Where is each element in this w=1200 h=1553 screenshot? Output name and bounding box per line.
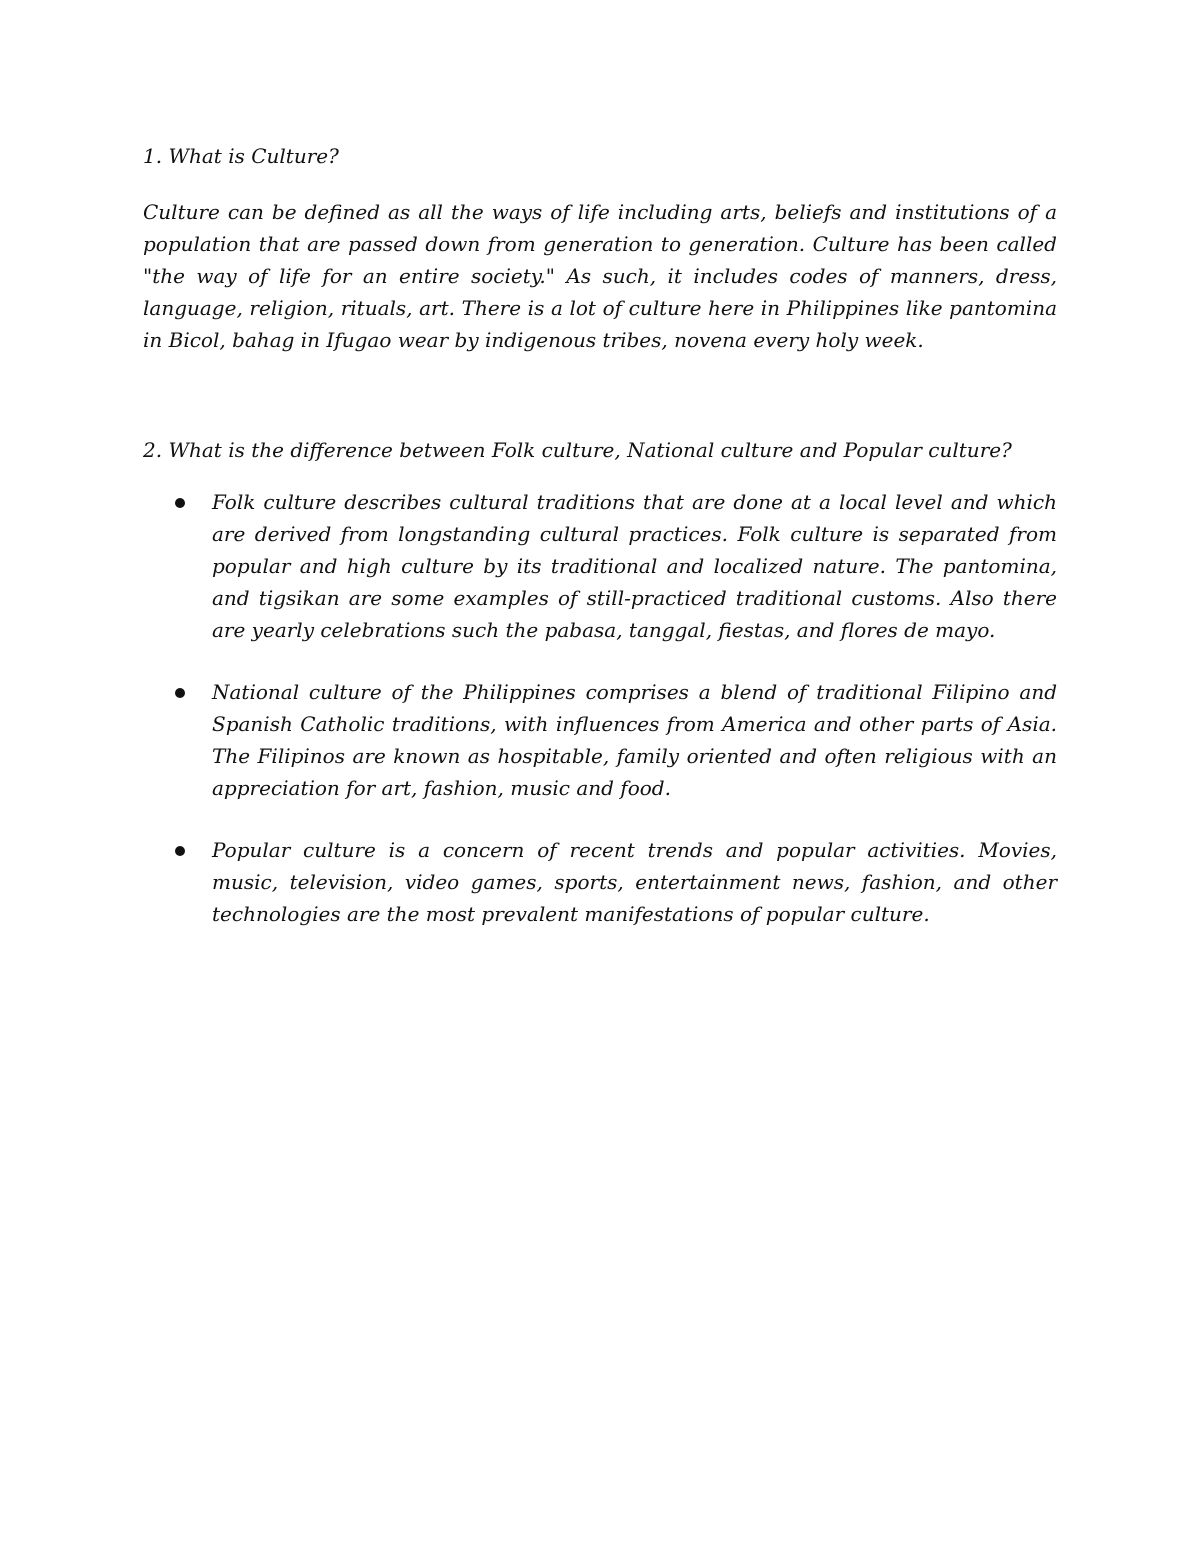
question-2-heading: 2. What is the difference between Folk culture, National culture and Popular culture?: [143, 438, 1012, 462]
list-item-popular-culture: [143, 834, 1057, 930]
document-body: [143, 140, 1057, 960]
culture-types-list: [143, 486, 1057, 930]
list-item-folk-culture: [143, 486, 1057, 646]
list-item-text: National culture of the Philippines comprises a blend of traditional Filipino and Spanish Catholic traditions, with influences from America and other parts of Asia. The Filipinos are known as hospitable, family oriented and often religious with an appreciation for art, fashion, music and food.: [212, 680, 1057, 800]
question-1-answer: Culture can be defined as all the ways of life including arts, beliefs and institutions of a population that are passed down from generation to generation. Culture has been called "the way of life for an entire society." As such, it includes codes of manners, dress, language, religion, rituals, art. There is a lot of culture here in Philippines like pantomina in Bicol, bahag in Ifugao wear by indigenous tribes, novena every holy week.: [143, 200, 1057, 352]
bullet-icon: [175, 846, 185, 856]
section-spacer: [143, 356, 1057, 434]
bullet-icon: [175, 688, 185, 698]
list-item-national-culture: [143, 676, 1057, 804]
list-item-text: Folk culture describes cultural traditions that are done at a local level and which are derived from longstanding cultural practices. Folk culture is separated from popular and high culture by its traditional and localized nature. The pantomina, and tigsikan are some examples of still-practiced traditional customs. Also there are yearly celebrations such the pabasa, tanggal, fiestas, and flores de mayo.: [212, 490, 1057, 642]
bullet-icon: [175, 498, 185, 508]
list-item-text: Popular culture is a concern of recent trends and popular activities. Movies, music, television, video games, sports, entertainment news, fashion, and other technologies are the most prevalent manifestations of popular culture.: [212, 838, 1057, 926]
question-1-heading: 1. What is Culture?: [143, 144, 339, 168]
